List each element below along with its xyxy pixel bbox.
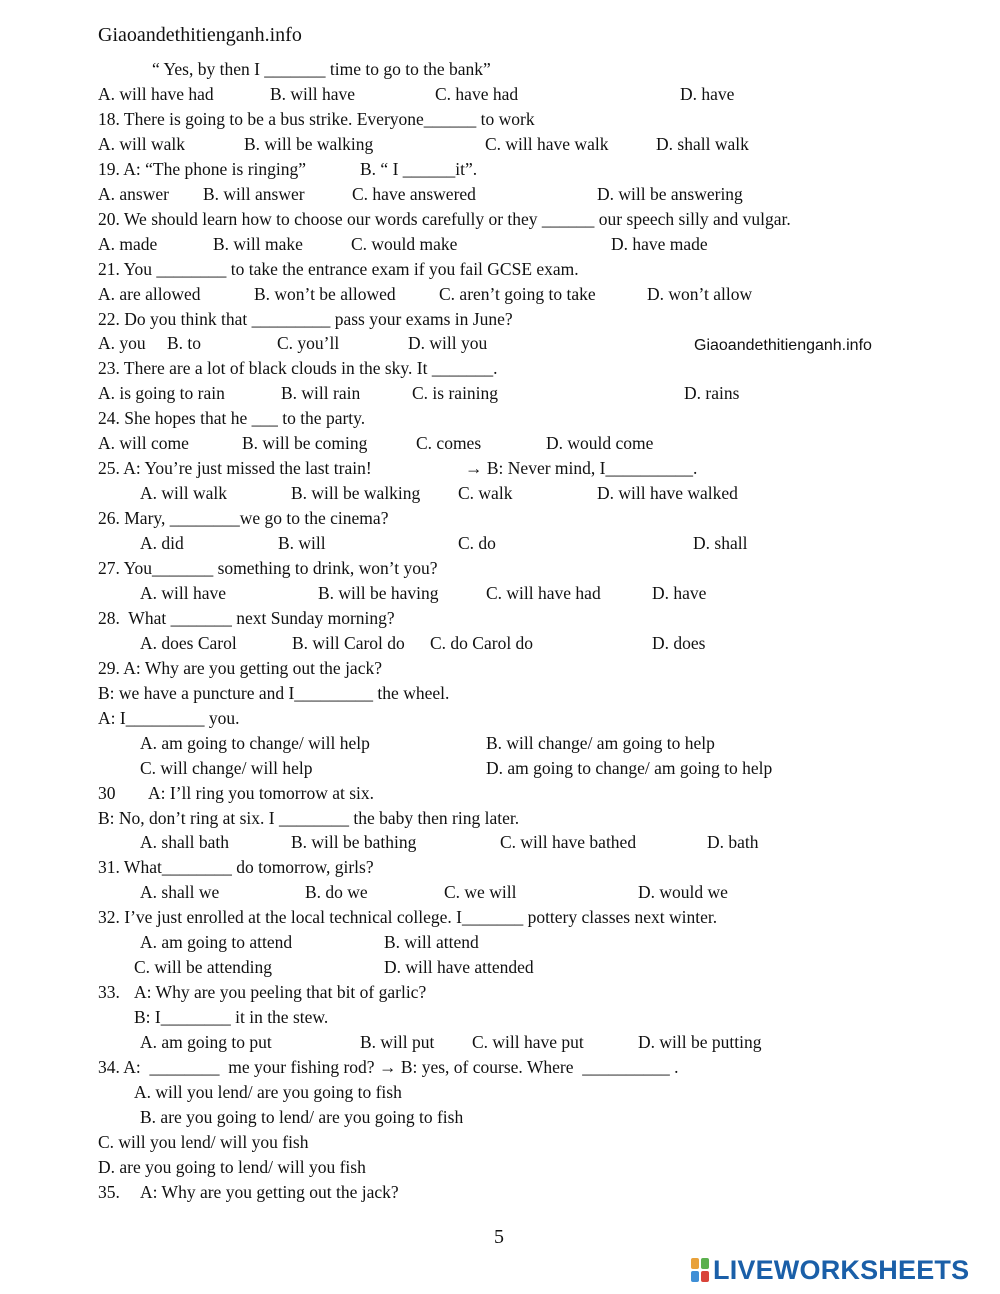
worksheet-line: C. will you lend/ will you fish bbox=[98, 1132, 309, 1152]
worksheet-line: 31. What________ do tomorrow, girls? bbox=[98, 857, 374, 877]
answer-option: D. bath bbox=[707, 832, 759, 852]
answer-option: C. have had bbox=[435, 84, 519, 104]
answer-option: D. have bbox=[652, 583, 707, 603]
answer-option: C. have answered bbox=[352, 184, 476, 204]
worksheet-line: 29. A: Why are you getting out the jack? bbox=[98, 658, 382, 678]
worksheet-line: 35. bbox=[98, 1182, 120, 1202]
answer-option: → B: Never mind, I__________. bbox=[465, 458, 698, 478]
worksheet-line: 24. She hopes that he ___ to the party. bbox=[98, 408, 366, 428]
answer-option: D. won’t allow bbox=[647, 284, 753, 304]
answer-option: A: I’ll ring you tomorrow at six. bbox=[148, 783, 375, 803]
worksheet-line: A. will come bbox=[98, 433, 189, 453]
answer-option: D. would we bbox=[638, 882, 728, 902]
answer-option: D. will have walked bbox=[597, 483, 738, 503]
answer-option: C. aren’t going to take bbox=[439, 284, 596, 304]
worksheet-line: 33. bbox=[98, 982, 120, 1002]
worksheet-line: B: I________ it in the stew. bbox=[134, 1007, 329, 1027]
answer-option: B. “ I ______it”. bbox=[360, 159, 478, 179]
worksheet-line: A. will have had bbox=[98, 84, 214, 104]
worksheet-line: D. are you going to lend/ will you fish bbox=[98, 1157, 366, 1177]
worksheet-line: A: I_________ you. bbox=[98, 708, 240, 728]
worksheet-line: A. will walk bbox=[140, 483, 228, 503]
answer-option: C. will have walk bbox=[485, 134, 609, 154]
answer-option: B. will bbox=[278, 533, 326, 553]
answer-option: C. will have put bbox=[472, 1032, 584, 1052]
answer-option: C. comes bbox=[416, 433, 482, 453]
answer-option: B. will put bbox=[360, 1032, 435, 1052]
worksheet-line: A. shall bath bbox=[140, 832, 229, 852]
worksheet-line: 25. A: You’re just missed the last train! bbox=[98, 458, 372, 478]
worksheet-line: 18. There is going to be a bus strike. Everyone______ to work bbox=[98, 109, 535, 129]
worksheet-line: A. am going to put bbox=[140, 1032, 272, 1052]
worksheet-line: B: No, don’t ring at six. I ________ the baby then ring later. bbox=[98, 808, 520, 828]
worksheet-line: B. are you going to lend/ are you going to fish bbox=[140, 1107, 464, 1127]
worksheet-line: A. you bbox=[98, 333, 146, 353]
watermark-site-name: Giaoandethitienganh.info bbox=[694, 337, 872, 354]
answer-option: B. will rain bbox=[281, 383, 361, 403]
answer-option: C. you’ll bbox=[277, 333, 340, 353]
answer-option: C. do bbox=[458, 533, 496, 553]
answer-option: B. will have bbox=[270, 84, 356, 104]
answer-option: B. will be having bbox=[318, 583, 439, 603]
worksheet-line: 22. Do you think that _________ pass your exams in June? bbox=[98, 309, 513, 329]
answer-option: D. have made bbox=[611, 234, 708, 254]
answer-option: D. would come bbox=[546, 433, 654, 453]
worksheet-line: “ Yes, by then I _______ time to go to the bank” bbox=[152, 59, 491, 79]
worksheet-line: 32. I’ve just enrolled at the local technical college. I_______ pottery classes next winter. bbox=[98, 907, 718, 927]
worksheet-line: A. are allowed bbox=[98, 284, 201, 304]
answer-option: B. will be walking bbox=[291, 483, 421, 503]
answer-option: D. will be answering bbox=[597, 184, 743, 204]
answer-option: C. will have bathed bbox=[500, 832, 637, 852]
worksheet-line: A. will walk bbox=[98, 134, 186, 154]
liveworksheets-logo[interactable] bbox=[691, 1255, 969, 1285]
worksheet-line: A. did bbox=[140, 533, 184, 553]
worksheet-line: 23. There are a lot of black clouds in the sky. It _______. bbox=[98, 358, 498, 378]
liveworksheets-brand-name: LIVEWORKSHEETS bbox=[713, 1254, 970, 1285]
answer-option: A: Why are you peeling that bit of garlic? bbox=[134, 982, 427, 1002]
answer-option: B. will attend bbox=[384, 932, 479, 952]
worksheet-line: A. am going to attend bbox=[140, 932, 293, 952]
answer-option: B. will answer bbox=[203, 184, 305, 204]
answer-option: C. would make bbox=[351, 234, 458, 254]
worksheet-line: 28. What _______ next Sunday morning? bbox=[98, 608, 395, 628]
worksheet-line: A. made bbox=[98, 234, 158, 254]
answer-option: B. will make bbox=[213, 234, 303, 254]
answer-option: B. do we bbox=[305, 882, 368, 902]
answer-option: D. shall walk bbox=[656, 134, 749, 154]
worksheet-line: 19. A: “The phone is ringing” bbox=[98, 159, 307, 179]
worksheet-line: C. will be attending bbox=[134, 957, 273, 977]
answer-option: D. will be putting bbox=[638, 1032, 762, 1052]
answer-option: D. will have attended bbox=[384, 957, 534, 977]
worksheet-line: A. will you lend/ are you going to fish bbox=[134, 1082, 402, 1102]
page-number: 5 bbox=[494, 1226, 504, 1248]
answer-option: D. rains bbox=[684, 383, 740, 403]
worksheet-line: A. does Carol bbox=[140, 633, 237, 653]
worksheet-line: 34. A: ________ me your fishing rod? → B: yes, of course. Where __________ . bbox=[98, 1057, 679, 1077]
worksheet-line: A. shall we bbox=[140, 882, 220, 902]
answer-option: D. am going to change/ am going to help bbox=[486, 758, 773, 778]
worksheet-line: A. is going to rain bbox=[98, 383, 225, 403]
header-site-name: Giaoandethitienganh.info bbox=[98, 24, 302, 46]
worksheet-line: 27. You_______ something to drink, won’t you? bbox=[98, 558, 438, 578]
answer-option: D. shall bbox=[693, 533, 748, 553]
worksheet-line: B: we have a puncture and I_________ the wheel. bbox=[98, 683, 450, 703]
answer-option: C. we will bbox=[444, 882, 517, 902]
worksheet-line: 26. Mary, ________we go to the cinema? bbox=[98, 508, 389, 528]
answer-option: B. will change/ am going to help bbox=[486, 733, 715, 753]
liveworksheets-logo-icon bbox=[691, 1258, 709, 1282]
worksheet-line: 20. We should learn how to choose our words carefully or they ______ our speech silly and vulgar. bbox=[98, 209, 791, 229]
answer-option: B. will Carol do bbox=[292, 633, 405, 653]
answer-option: B. won’t be allowed bbox=[254, 284, 396, 304]
answer-option: D. does bbox=[652, 633, 706, 653]
worksheet-line: A. answer bbox=[98, 184, 169, 204]
answer-option: C. will have had bbox=[486, 583, 601, 603]
worksheet-line: 30 bbox=[98, 783, 116, 803]
answer-option: C. is raining bbox=[412, 383, 499, 403]
worksheet-line: A. am going to change/ will help bbox=[140, 733, 370, 753]
answer-option: D. will you bbox=[408, 333, 488, 353]
worksheet-line: 21. You ________ to take the entrance exam if you fail GCSE exam. bbox=[98, 259, 579, 279]
answer-option: D. have bbox=[680, 84, 735, 104]
answer-option: C. do Carol do bbox=[430, 633, 534, 653]
answer-option: B. will be walking bbox=[244, 134, 374, 154]
answer-option: B. will be coming bbox=[242, 433, 368, 453]
worksheet-line: C. will change/ will help bbox=[140, 758, 313, 778]
answer-option: B. will be bathing bbox=[291, 832, 417, 852]
worksheet-line: A. will have bbox=[140, 583, 227, 603]
answer-option: A: Why are you getting out the jack? bbox=[140, 1182, 399, 1202]
answer-option: B. to bbox=[167, 333, 202, 353]
answer-option: C. walk bbox=[458, 483, 513, 503]
